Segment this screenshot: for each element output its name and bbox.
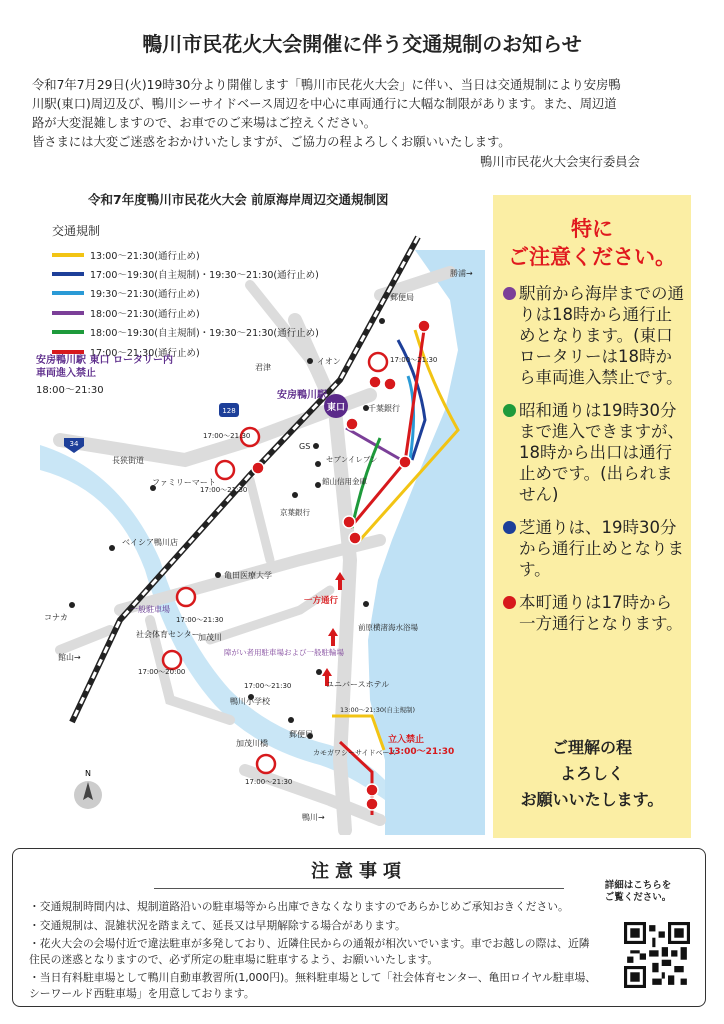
route128-label: 128 — [222, 407, 236, 415]
attention-item — [503, 592, 685, 634]
legend-swatch — [52, 272, 84, 276]
compass-north: N — [85, 769, 91, 778]
label-yubinkyoku2: 郵便局 — [289, 730, 313, 739]
rotary-notice — [36, 354, 173, 397]
notes-heading: 注意事項 — [311, 861, 407, 882]
attention-item — [503, 400, 685, 505]
time-label: 17:00～21:30 — [203, 432, 251, 440]
legend-item — [52, 245, 319, 264]
legend-label: 19:30～21:30(通行止め) — [90, 289, 200, 301]
attention-text: 本町通りは17時から一方通行となります。 — [519, 593, 683, 633]
map-title: 令和7年度鴨川市民花火大会 前原海岸周辺交通規制図 — [88, 192, 389, 207]
note-item: ・花火大会の会場付近で違法駐車が多発しており、近隣住民からの通報が相次いでいます。車でお越しの際は、近隣住民の迷惑となりますので、必ず所定の駐車場に駐車するよう、お願いいたします。 — [29, 937, 590, 966]
legend-label: 13:00～21:30(通行止め) — [90, 250, 200, 262]
legend-label: 17:00～19:30(自主規制)・19:30～21:30(通行止め) — [90, 270, 319, 282]
label-seaside: カモガワシーサイドベース — [313, 749, 397, 757]
note-item: ・当日有料駐車場として鴨川自動車教習所(1,000円)。無料駐車場として「社会体育センター、亀田ロイヤル駐車場、シーワールド西駐車場」を用意しております。 — [29, 971, 597, 1000]
label-ippan: 一般駐車場 — [130, 605, 170, 614]
label-shogai: 障がい者用駐車場および一般駐輪場 — [224, 648, 344, 657]
legend-heading: 交通規制 — [52, 224, 101, 238]
label-tachiiri-time: 13:00～21:30 — [388, 747, 455, 757]
attention-panel — [493, 195, 691, 838]
label-konaka: コナカ — [44, 613, 68, 622]
intro-line: 路が大変混雑しますので、お車でのご来場はご控えください。 — [32, 116, 377, 130]
time-label: 17:00～21:30 — [245, 778, 293, 786]
legend-label: 17:00～21:30(通行止め) — [90, 347, 200, 359]
rotary-time: 18:00～21:30 — [36, 385, 104, 396]
bullet-dot — [503, 287, 516, 300]
legend-label: 18:00～19:30(自主規制)・19:30～21:30(通行止め) — [90, 328, 319, 340]
legend-swatch — [52, 253, 84, 257]
time-label: 17:00～21:30 — [200, 486, 248, 494]
legend-swatch — [52, 311, 84, 315]
intro-line: 皆さまには大変ご迷惑をおかけいたしますが、ご協力の程よろしくお願いいたします。 — [32, 135, 511, 149]
label-station: 安房鴨川駅 — [277, 390, 327, 401]
label-kamogawa-es: 鴨川小学校 — [230, 697, 270, 706]
legend-swatch — [52, 291, 84, 295]
label-tateyama: 館山→ — [58, 653, 81, 662]
legend-item — [52, 264, 319, 283]
label-kimitsu: 君津 — [255, 363, 271, 372]
label-maehara: 前原横渚海水浴場 — [358, 623, 418, 632]
label-beisia: ベイシア鴨川店 — [122, 538, 178, 547]
attention-closing: ご理解の程 よろしく お願いいたします。 — [520, 738, 664, 809]
label-yubinkyoku: 郵便局 — [390, 293, 414, 302]
legend-swatch — [52, 330, 84, 334]
bullet-dot — [503, 521, 516, 534]
note-item: ・交通規制は、混雑状況を踏まえて、延長又は早期解除する場合があります。 — [29, 918, 406, 932]
rotary-title: 安房鴨川駅 東口 ロータリー内 — [36, 355, 173, 366]
notes-box — [12, 848, 706, 1007]
qr-code[interactable] — [624, 922, 690, 988]
time-label: 17:00～20:00 — [138, 668, 186, 676]
page-title: 鴨川市民花火大会開催に伴う交通規制のお知らせ — [142, 32, 582, 56]
label-katsuura: 勝浦→ — [450, 269, 473, 278]
rotary-title: 車両進入禁止 — [36, 368, 96, 379]
east-exit-label: 東口 — [326, 403, 346, 413]
label-tachiiri: 立入禁止 — [388, 735, 425, 745]
time-label: 13:00～21:30(自主規制) — [340, 706, 416, 714]
time-label: 17:00～21:30 — [176, 616, 224, 624]
time-label: 17:00～21:30 — [244, 682, 292, 690]
label-keiyo-bank: 京葉銀行 — [280, 508, 310, 517]
intro-line: 令和7年7月29日(火)19時30分より開催します「鴨川市民花火大会」に伴い、当日は交通規制により安房鴨 — [32, 78, 621, 92]
bullet-dot — [503, 404, 516, 417]
notes-divider — [154, 888, 564, 889]
notes-list — [29, 899, 599, 1001]
label-tateyama-shinkin: 館山信用金庫 — [322, 477, 367, 486]
attention-text: 駅前から海岸までの通りは18時から通行止めとなります。(東口ロータリーは18時から車両進入禁止です。 — [519, 284, 684, 387]
organizer: 鴨川市民花火大会実行委員会 — [480, 155, 640, 169]
label-seven: セブンイレブン — [326, 455, 378, 464]
label-aeon: イオン — [317, 357, 341, 366]
attention-text: 昭和通りは19時30分まで進入できますが、18時から出口は通行止めです。(出られません) — [519, 401, 684, 504]
label-chiba-bank: 千葉銀行 — [368, 404, 400, 413]
intro-text — [32, 76, 692, 152]
label-nagasa: 長狭街道 — [112, 456, 144, 465]
legend-item — [52, 284, 319, 303]
intro-line: 川駅(東口)周辺及び、鴨川シーサイドベース周辺を中心に車両通行に大幅な制限があります。また、周辺道 — [32, 97, 617, 111]
legend-label: 18:00～21:30(通行止め) — [90, 308, 200, 320]
attention-item — [503, 283, 685, 388]
label-kamogawa-s: 鴨川→ — [302, 813, 325, 822]
label-oneway: 一方通行 — [304, 596, 339, 606]
map-legend — [52, 222, 319, 361]
legend-item — [52, 303, 319, 322]
attention-text: 芝通りは、19時30分から通行止めとなります。 — [519, 518, 684, 579]
label-kamogawa-bridge: 加茂川橋 — [236, 739, 268, 748]
legend-item — [52, 323, 319, 342]
route34-label: 34 — [69, 440, 79, 448]
label-universe: ユニバースホテル — [326, 680, 390, 689]
label-kameda: 亀田医療大学 — [224, 571, 272, 580]
qr-caption: 詳細はこちらを ご覧ください。 — [604, 880, 672, 903]
attention-heading: 特に ご注意ください。 — [508, 217, 676, 269]
bullet-dot — [503, 596, 516, 609]
label-family: ファミリーマート — [152, 478, 216, 487]
label-kamogawa-river: 加茂川 — [198, 633, 222, 642]
label-gs: GS — [299, 442, 311, 451]
time-label: 17:00～21:30 — [390, 356, 438, 364]
label-shakai: 社会体育センター — [136, 630, 200, 639]
attention-item — [503, 517, 685, 580]
note-item: ・交通規制時間内は、規制道路沿いの駐車場等から出庫できなくなりますのであらかじめご承知おきください。 — [29, 900, 569, 913]
